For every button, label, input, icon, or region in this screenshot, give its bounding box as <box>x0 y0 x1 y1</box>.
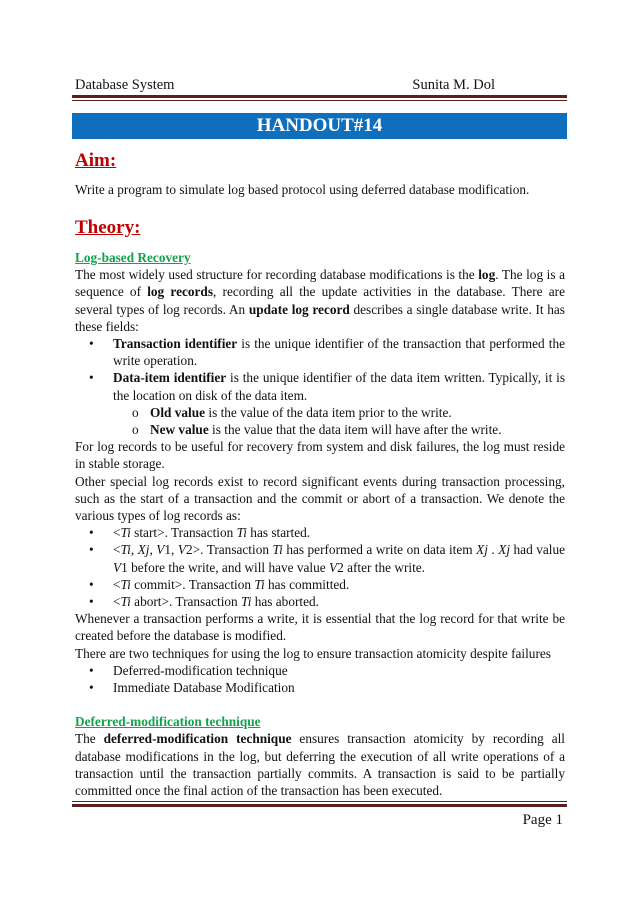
bullet-icon: • <box>89 576 94 592</box>
list-item: • Deferred-modification technique <box>89 662 288 678</box>
bullet-icon: • <box>89 336 94 352</box>
header-title: Database System <box>75 77 175 93</box>
aim-heading: Aim: <box>75 150 117 171</box>
page-number: Page 1 <box>522 812 563 828</box>
header-author: Sunita M. Dol <box>412 77 495 93</box>
theory-paragraph-2: For log records to be useful for recovery from system and disk failures, the log must reside in stable storage. <box>75 439 565 472</box>
bullet-icon: • <box>89 370 94 386</box>
theory-paragraph-1: The most widely used structure for recording database modifications is the log. The log is a sequence of log records, recording all the update activities in the database. There are several types of log records. An update log record describes a single database write. It has these fields: <box>75 267 566 334</box>
bullet-icon: • <box>89 680 94 696</box>
page-header <box>75 77 565 95</box>
theory-heading: Theory: <box>75 217 141 238</box>
list-item: o Old value is the value of the data item prior to the write. <box>132 404 452 420</box>
header-rule-thick <box>72 95 567 98</box>
theory-paragraph-4: Whenever a transaction performs a write, it is essential that the log record for that write be created before the database is modified. <box>75 611 565 644</box>
header-rule-thin <box>72 100 567 101</box>
deferred-subheading: Deferred-modification technique <box>75 714 261 730</box>
circle-bullet-icon: o <box>132 422 139 438</box>
bullet-icon: • <box>89 542 94 558</box>
aim-text: Write a program to simulate log based protocol using deferred database modification. <box>75 182 530 197</box>
list-item: • Data-item identifier is the unique identifier of the data item written. Typically, it is the location on disk of the data item. <box>89 370 565 403</box>
circle-bullet-icon: o <box>132 404 139 420</box>
aim-text-block <box>75 181 565 198</box>
bullet-icon: • <box>89 594 94 610</box>
theory-paragraph-3: Other special log records exist to record significant events during transaction processing, such as the start of a transaction and the commit or abort of a transaction. We denote the various types of log records as: <box>75 473 565 524</box>
footer-rule-thin <box>72 801 567 802</box>
theory-paragraph-5: There are two techniques for using the log to ensure transaction atomicity despite failures <box>75 645 551 661</box>
bullet-icon: • <box>89 525 94 541</box>
theory-paragraph-6: The deferred-modification technique ensures transaction atomicity by recording all database modifications in the log, but deferring the execution of all write operations of a transaction until the transaction partially commits. A transaction is said to be partially committed once the final action of the transaction has been executed. <box>75 731 565 799</box>
list-item: • Immediate Database Modification <box>89 680 295 696</box>
log-recovery-subheading: Log-based Recovery <box>75 250 191 265</box>
footer-rule-thick <box>72 804 567 807</box>
list-item: • <Ti start>. Transaction Ti has started. <box>89 525 311 541</box>
list-item: o New value is the value that the data item will have after the write. <box>132 422 502 438</box>
list-item: • Transaction identifier is the unique identifier of the transaction that performed the write operation. <box>89 336 566 369</box>
list-item: • <Ti abort>. Transaction Ti has aborted. <box>89 594 319 610</box>
list-item: • <Ti, Xj, V1, V2>. Transaction Ti has performed a write on data item Xj . Xj had value V1 before the write, and will have value V2 after the write. <box>89 542 565 575</box>
list-item: • <Ti commit>. Transaction Ti has committed. <box>89 576 350 592</box>
handout-banner: HANDOUT#14 <box>72 113 567 139</box>
theory-body <box>75 249 565 799</box>
bullet-icon: • <box>89 662 94 678</box>
